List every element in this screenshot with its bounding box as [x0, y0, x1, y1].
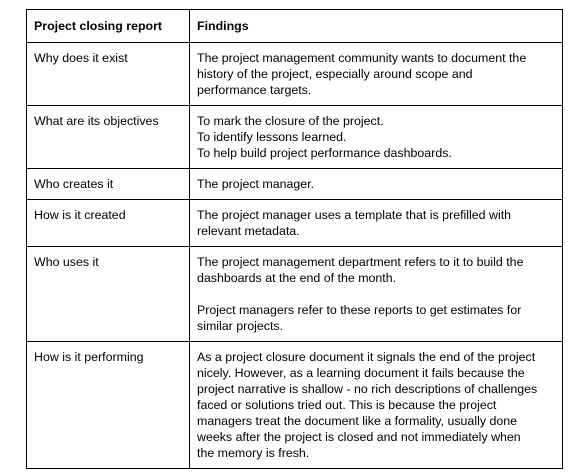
table-row [27, 200, 563, 247]
table-header-row [27, 10, 563, 43]
row-label: Who creates it [27, 169, 190, 200]
row-findings [190, 43, 563, 106]
project-closing-report-table [26, 9, 563, 469]
header-project-closing-report: Project closing report [27, 10, 190, 43]
findings-paragraph: The project manager. [197, 177, 315, 191]
table-row [27, 169, 563, 200]
findings-paragraph: To mark the closure of the project. To identify lessons learned. To help build project performance dashboards. [197, 114, 452, 160]
findings-paragraph: As a project closure document it signals the end of the project nicely. However, as a learning document it fails because the project narrative is shallow - no rich descriptions of challenges faced or solutions tried out. This is because the project managers treat the document like a formality, usually done weeks after the project is closed and not immediately when the memory is fresh. [197, 350, 538, 460]
row-label: Who uses it [27, 247, 190, 342]
table-row [27, 247, 563, 342]
report-table-container [26, 9, 562, 469]
findings-paragraph: The project management community wants to document the history of the project, especially around scope and performance targets. [197, 51, 527, 97]
header-findings: Findings [190, 10, 563, 43]
row-label: How is it performing [27, 342, 190, 469]
findings-paragraph: The project manager uses a template that is prefilled with relevant metadata. [197, 208, 512, 238]
row-label: How is it created [27, 200, 190, 247]
row-findings [190, 169, 563, 200]
row-findings [190, 342, 563, 469]
row-findings [190, 200, 563, 247]
findings-paragraph: Project managers refer to these reports to get estimates for similar projects. [197, 303, 522, 333]
table-row [27, 342, 563, 469]
row-label: Why does it exist [27, 43, 190, 106]
row-findings [190, 106, 563, 169]
table-row [27, 43, 563, 106]
row-findings [190, 247, 563, 342]
row-label: What are its objectives [27, 106, 190, 169]
findings-paragraph: The project management department refers to it to build the dashboards at the end of the month. [197, 255, 524, 285]
table-row [27, 106, 563, 169]
